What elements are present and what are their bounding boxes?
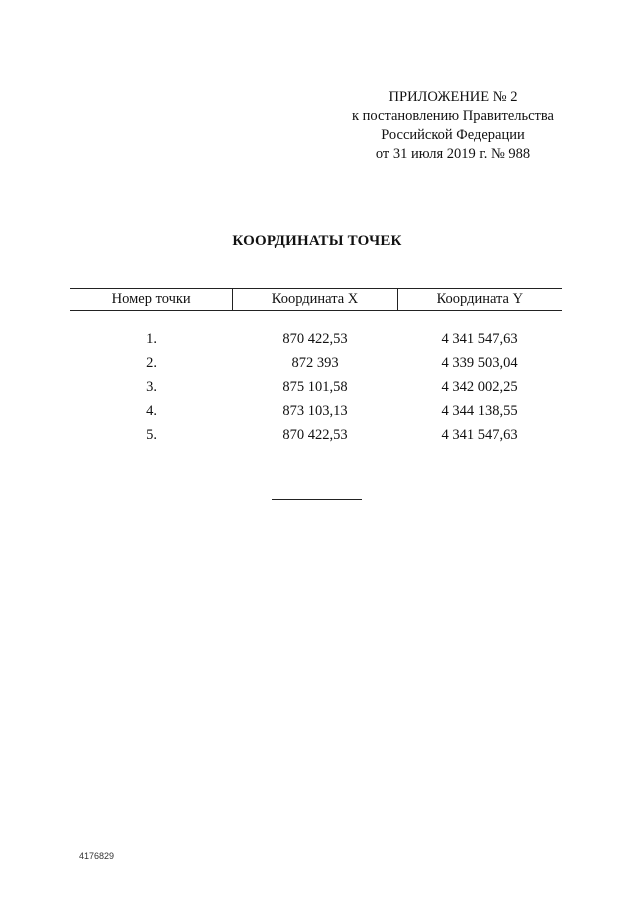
table-row [70, 351, 562, 375]
document-code: 4176829 [79, 851, 115, 861]
coordinates-table [70, 288, 562, 447]
table-row [70, 399, 562, 423]
coordinate-x-cell: 870 422,53 [282, 427, 348, 443]
point-number-cell: 1. [146, 331, 157, 347]
point-number-cell: 3. [146, 379, 157, 395]
column-header-coordinate-y: Координата Y [397, 289, 562, 310]
coordinate-y-cell: 4 342 002,25 [441, 379, 518, 395]
coordinate-y-cell: 4 341 547,63 [441, 331, 518, 347]
coordinate-x-cell: 872 393 [291, 355, 339, 371]
coordinate-x-cell: 875 101,58 [282, 379, 348, 395]
end-of-document-divider [272, 499, 362, 500]
page-title: КООРДИНАТЫ ТОЧЕК [232, 233, 402, 249]
table-body [70, 311, 562, 447]
coordinate-x-cell: 873 103,13 [282, 403, 348, 419]
point-number-cell: 4. [146, 403, 157, 419]
coordinate-y-cell: 4 339 503,04 [441, 355, 518, 371]
appendix-resolution-line: к постановлению Правительства [352, 108, 554, 124]
table-row [70, 375, 562, 399]
appendix-date-number: от 31 июля 2019 г. № 988 [375, 146, 531, 162]
table-header-row [70, 288, 562, 311]
point-number-cell: 2. [146, 355, 157, 371]
column-header-coordinate-x: Координата X [232, 289, 396, 310]
coordinate-x-cell: 870 422,53 [282, 331, 348, 347]
coordinate-y-cell: 4 344 138,55 [441, 403, 518, 419]
coordinate-y-cell: 4 341 547,63 [441, 427, 518, 443]
appendix-government-line: Российской Федерации [381, 127, 525, 143]
appendix-header [318, 88, 588, 164]
point-number-cell: 5. [146, 427, 157, 443]
appendix-number: ПРИЛОЖЕНИЕ № 2 [388, 89, 518, 105]
table-row [70, 327, 562, 351]
column-header-point-number: Номер точки [111, 291, 191, 307]
table-row [70, 423, 562, 447]
